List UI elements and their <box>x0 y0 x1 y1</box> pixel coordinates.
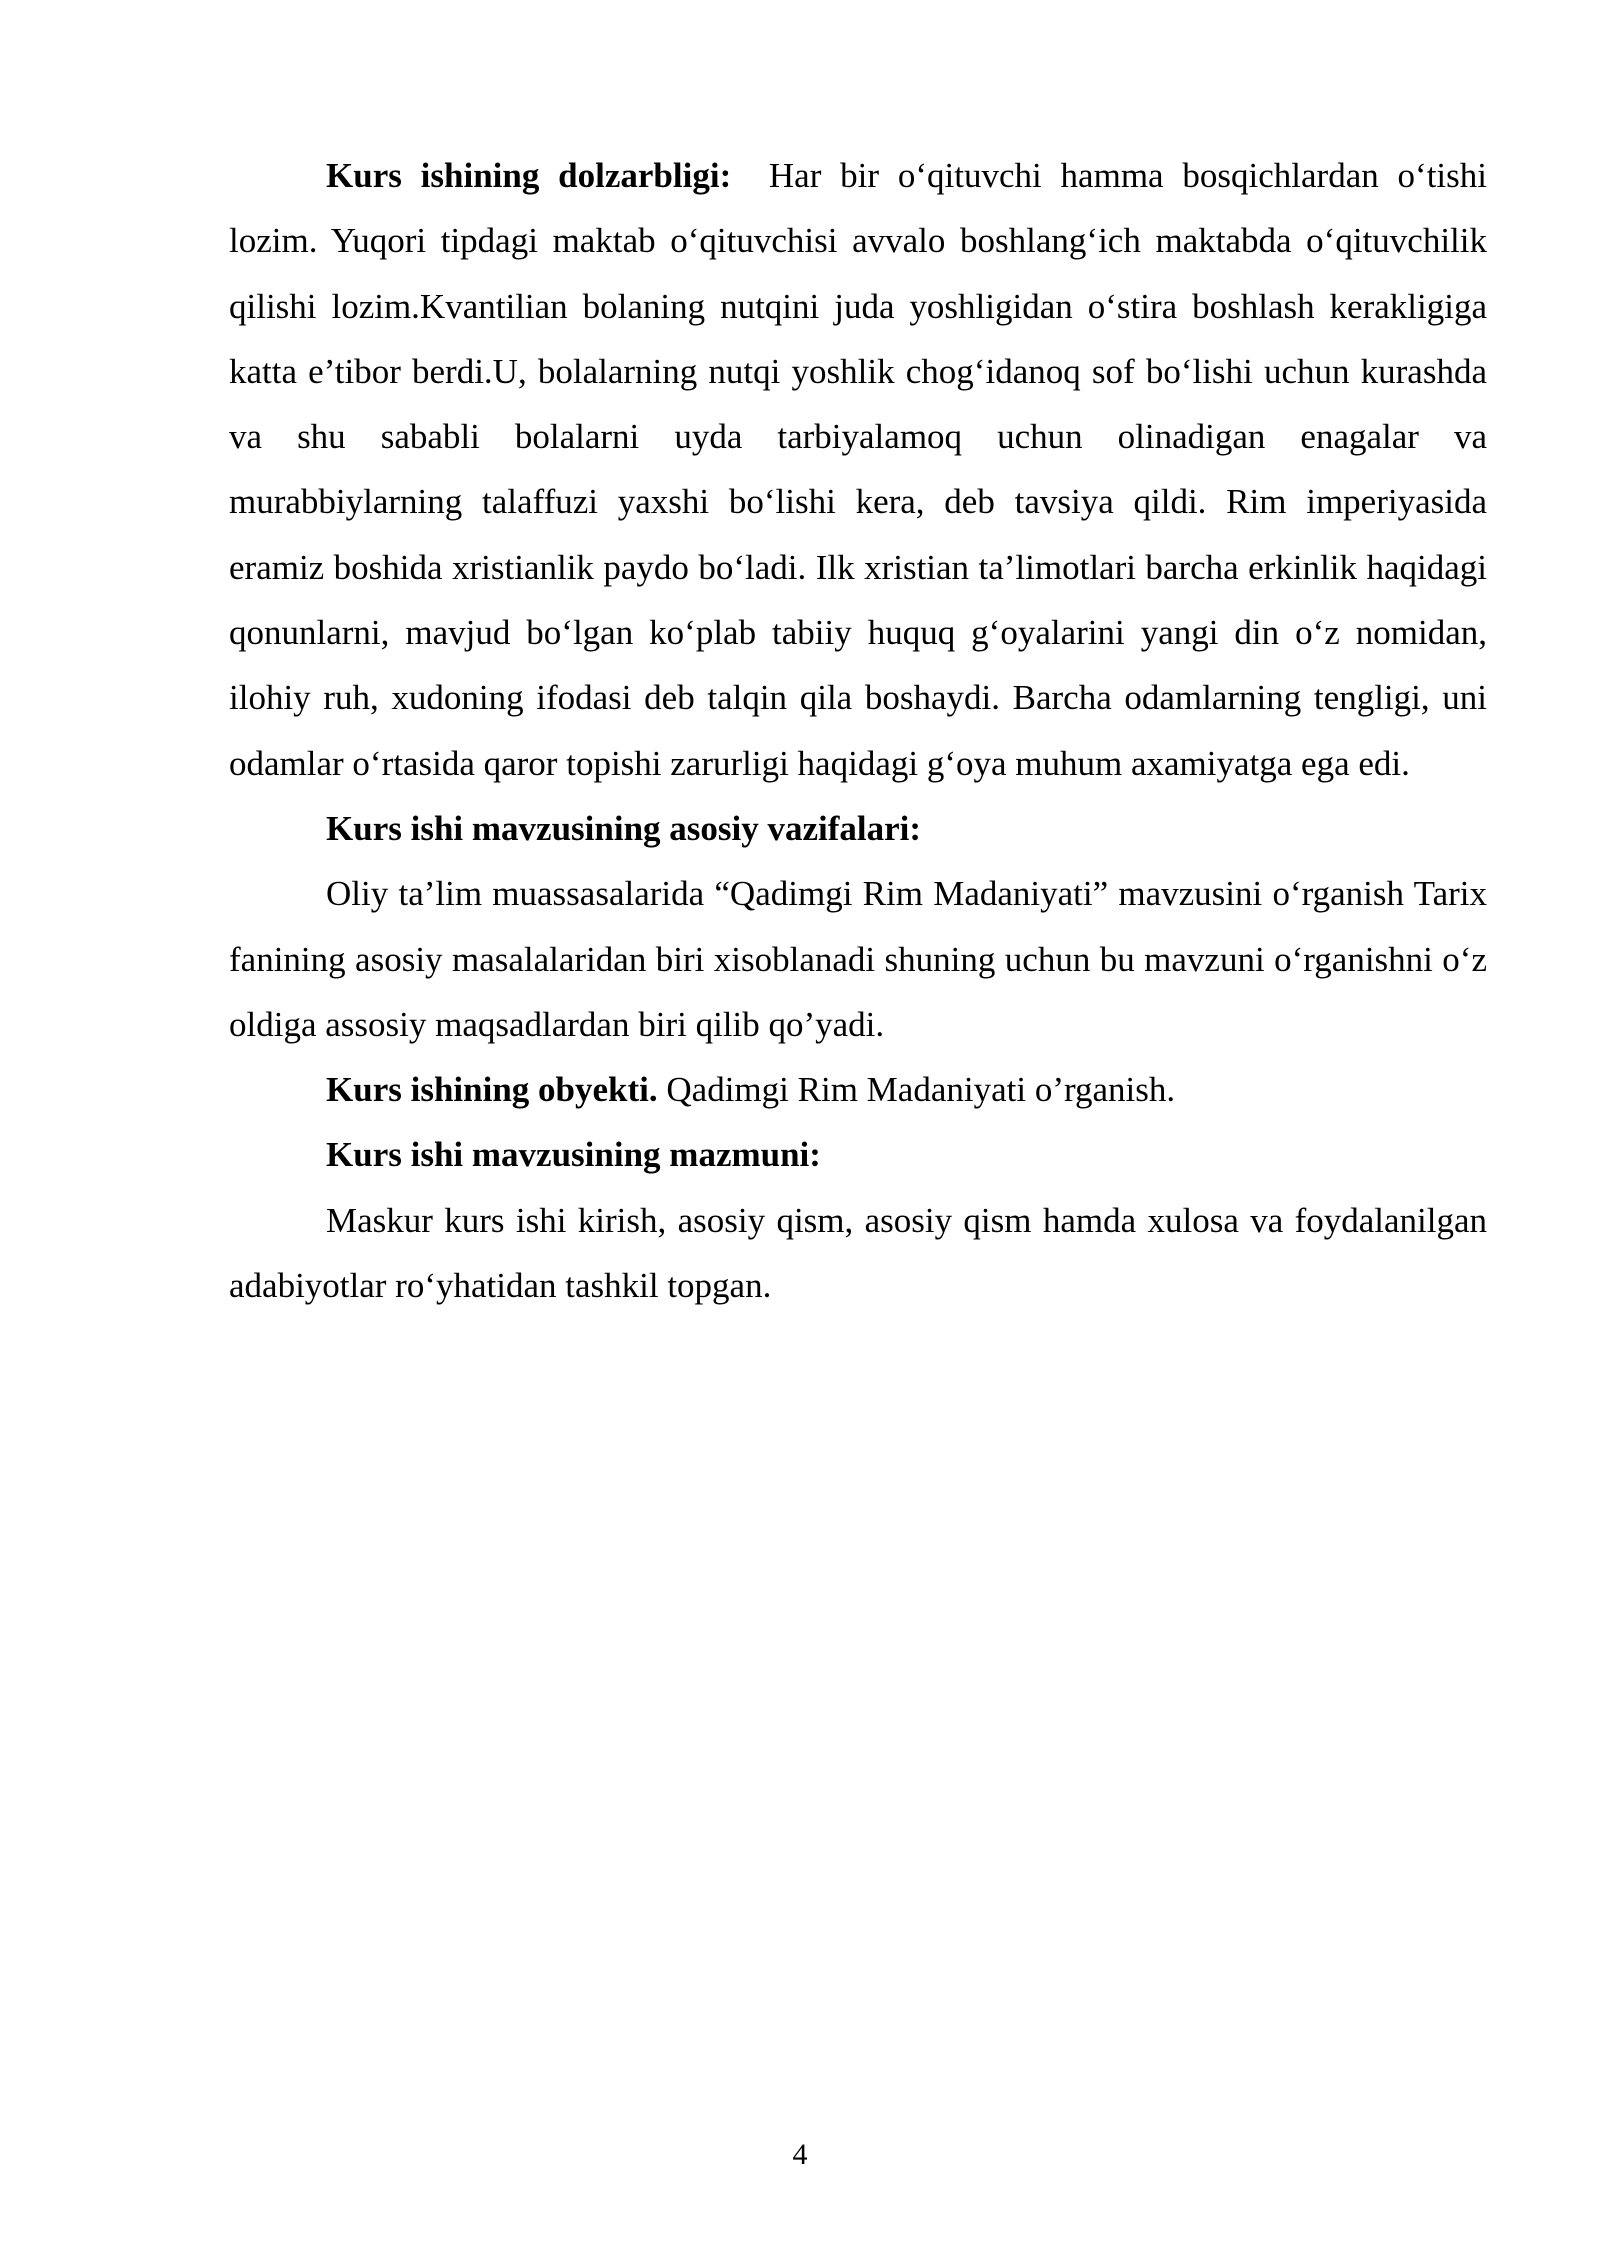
heading-content: Kurs ishi mavzusining mazmuni: <box>326 1135 821 1175</box>
paragraph-content: Maskur kurs ishi kirish, asosiy qism, asosiy qism hamda xulosa va foydalanilgan adabiyotlar ro‘yhatidan tashkil topgan. <box>229 1200 1487 1306</box>
paragraph-object-text: Qadimgi Rim Madaniyati o’rganish. <box>666 1070 1176 1110</box>
heading-tasks: Kurs ishi mavzusining asosiy vazifalari: <box>326 808 922 848</box>
heading-object: Kurs ishining obyekti. <box>326 1070 658 1110</box>
paragraph-tasks: Oliy ta’lim muassasalarida “Qadimgi Rim Madaniyati” mavzusini o‘rganish Tarix fanining asosiy masalalaridan biri xisoblanadi shuning uchun bu mavzuni o‘rganishni o‘z oldiga assosiy maqsadlardan biri qilib qo’yadi. <box>229 874 1487 1044</box>
paragraph-relevance-text: Har bir o‘qituvchi hamma bosqichlardan o‘tishi lozim. Yuqori tipdagi maktab o‘qituvchisi avvalo boshlang‘ich maktabda o‘qituvchilik qilishi lozim.Kvantilian bolaning nutqini juda yoshligidan o‘stira boshlash kerakligiga katta e’tibor berdi.U, bolalarning nutqi yoshlik chog‘idanoq sof bo‘lishi uchun kurashda va shu sababli bolalarni uyda tarbiyalamoq uchun olinadigan enagalar va murabbiylarning talaffuzi yaxshi bo‘lishi kera, deb tavsiya qildi. Rim imperiyasida eramiz boshida xristianlik paydo bo‘ladi. Ilk xristian ta’limotlari barcha erkinlik haqidagi qonunlarni, mavjud bo‘lgan ko‘plab tabiiy huquq g‘oyalarini yangi din o‘z nomidan, ilohiy ruh, xudoning ifodasi deb talqin qila boshaydi. Barcha odamlarning tengligi, uni odamlar o‘rtasida qaror topishi zarurligi haqidagi g‘oya muhum axamiyatga ega edi. <box>229 156 1487 783</box>
page-number: 4 <box>792 2138 808 2171</box>
document-body <box>229 143 1487 1318</box>
heading-relevance: Kurs ishining dolzarbligi: <box>326 156 732 195</box>
paragraph-object <box>229 1057 1487 1122</box>
paragraph-relevance <box>229 143 1487 796</box>
